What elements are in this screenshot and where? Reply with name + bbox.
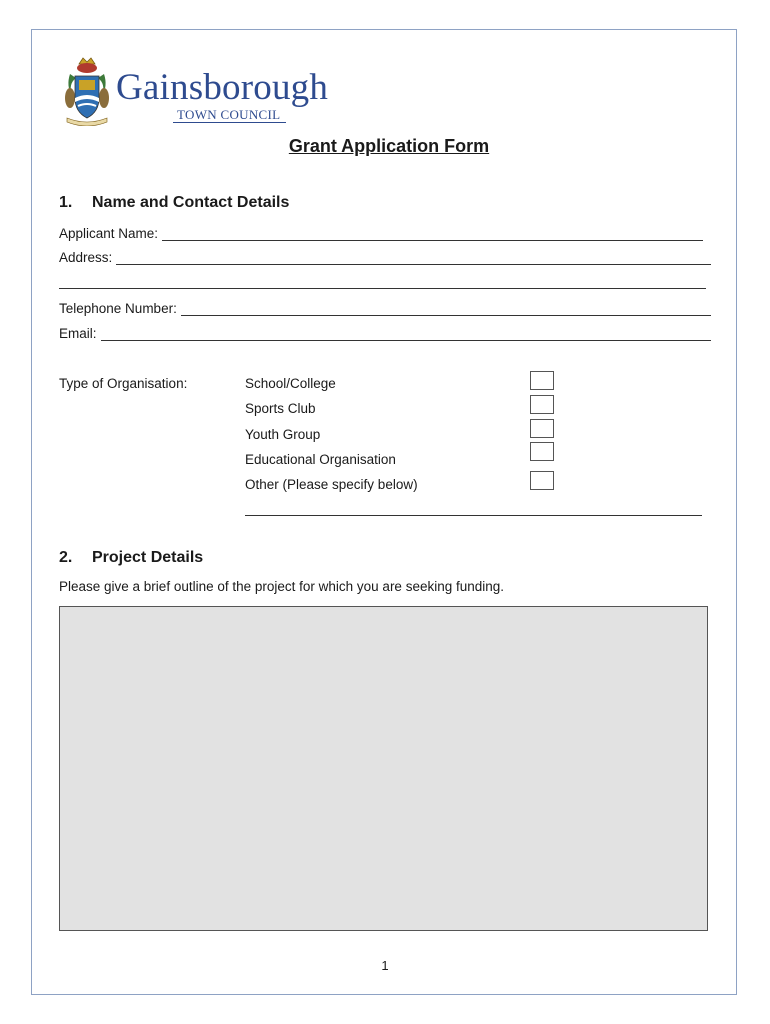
org-type-label: Type of Organisation:: [59, 376, 188, 391]
address-field[interactable]: [116, 250, 711, 265]
email-row: [59, 326, 711, 341]
coat-of-arms-icon: [64, 56, 110, 126]
address-field-line-2[interactable]: [59, 288, 706, 289]
telephone-label: Telephone Number:: [59, 301, 177, 316]
applicant-name-label: Applicant Name:: [59, 226, 159, 241]
email-label: Email:: [59, 326, 97, 341]
org-option-label: Other (Please specify below): [245, 477, 418, 492]
address-row: [59, 250, 711, 265]
council-logo: [64, 56, 364, 128]
youth-group-checkbox[interactable]: [530, 419, 554, 438]
org-option-label: School/College: [245, 376, 336, 391]
org-option-label: Educational Organisation: [245, 452, 396, 467]
telephone-field[interactable]: [181, 301, 711, 316]
section-2-heading: [59, 549, 203, 567]
applicant-name-field[interactable]: [162, 226, 703, 241]
section-1-title: Name and Contact Details: [92, 194, 290, 211]
section-1-heading: [59, 194, 289, 212]
email-field[interactable]: [101, 326, 711, 341]
educational-organisation-checkbox[interactable]: [530, 442, 554, 461]
section-1-number: 1.: [59, 194, 73, 211]
org-option-label: Sports Club: [245, 401, 316, 416]
project-outline-textarea[interactable]: [59, 606, 708, 931]
telephone-row: [59, 301, 711, 316]
project-prompt: Please give a brief outline of the project for which you are seeking funding.: [59, 579, 505, 594]
school-college-checkbox[interactable]: [530, 371, 554, 390]
page-number: 1: [381, 958, 389, 973]
logo-name: Gainsborough: [116, 67, 329, 108]
other-specify-field[interactable]: [245, 515, 702, 516]
section-2-number: 2.: [59, 549, 73, 566]
org-option-label: Youth Group: [245, 427, 321, 442]
address-label: Address:: [59, 250, 113, 265]
section-2-title: Project Details: [92, 549, 204, 566]
sports-club-checkbox[interactable]: [530, 395, 554, 414]
applicant-name-row: [59, 226, 703, 241]
logo-subtitle: TOWN COUNCIL: [177, 107, 281, 122]
other-checkbox[interactable]: [530, 471, 554, 490]
form-title: Grant Application Form: [288, 136, 490, 156]
